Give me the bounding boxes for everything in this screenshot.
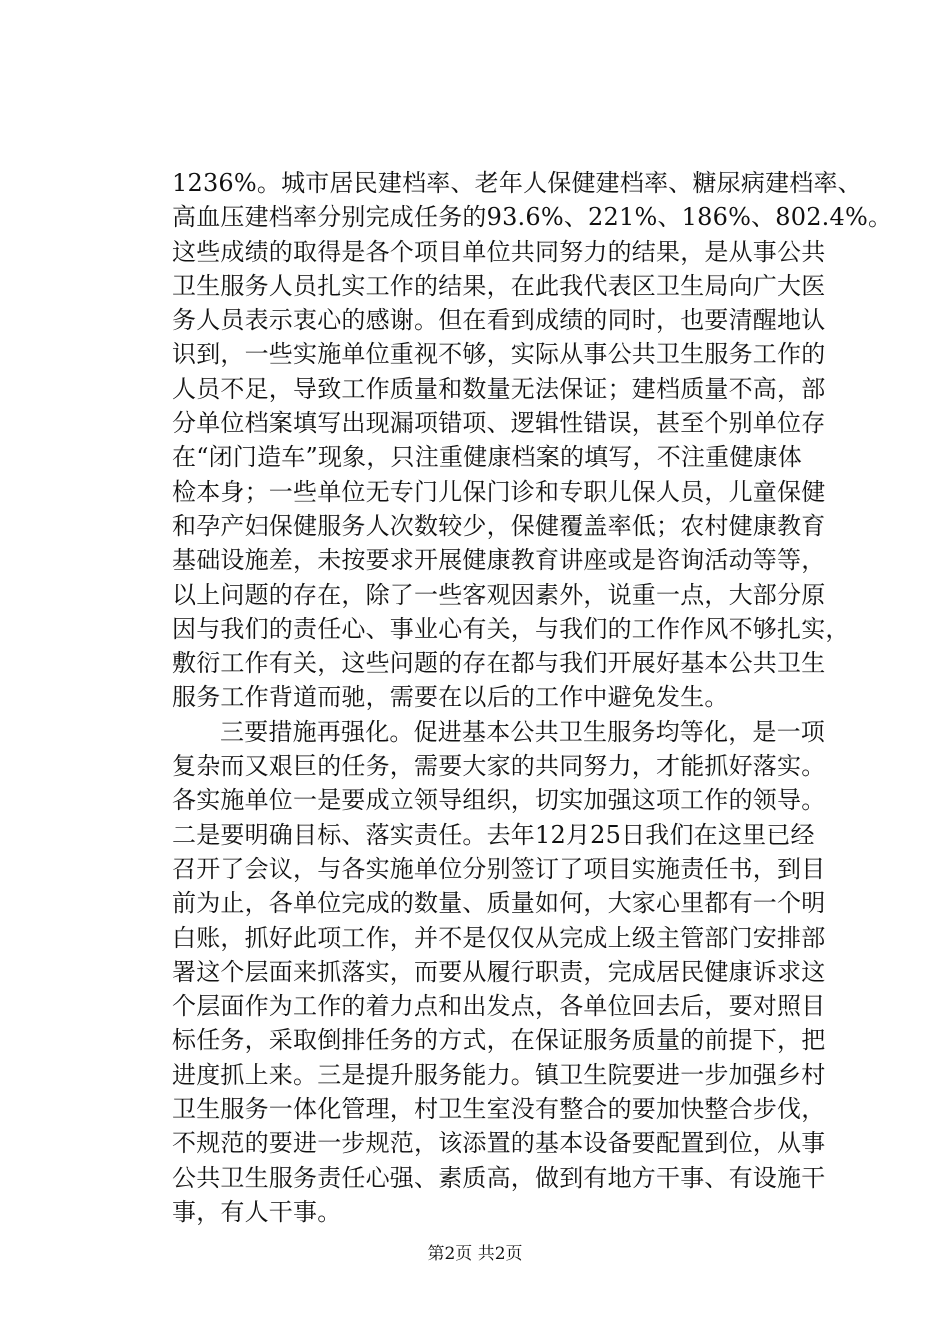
paragraph-line: 务人员表示衷心的感谢。但在看到成绩的同时，也要清醒地认 bbox=[172, 306, 826, 335]
paragraph-line: 进度抓上来。三是提升服务能力。镇卫生院要进一步加强乡村 bbox=[172, 1060, 826, 1089]
paragraph-line: 在“闭门造车”现象，只注重健康档案的填写，不注重健康体 bbox=[172, 443, 802, 472]
paragraph-line: 高血压建档率分别完成任务的93.6%、221%、186%、802.4%。 bbox=[172, 203, 893, 232]
paragraph-line: 分单位档案填写出现漏项错项、逻辑性错误，甚至个别单位存 bbox=[172, 409, 826, 438]
document-body bbox=[172, 166, 893, 1229]
paragraph-line: 白账，抓好此项工作，并不是仅仅从完成上级主管部门安排部 bbox=[172, 923, 826, 952]
paragraph-line: 服务工作背道而驰，需要在以后的工作中避免发生。 bbox=[172, 683, 729, 712]
paragraph-line: 和孕产妇保健服务人次数较少，保健覆盖率低；农村健康教育 bbox=[172, 511, 826, 540]
paragraph-line: 公共卫生服务责任心强、素质高，做到有地方干事、有设施干 bbox=[172, 1163, 826, 1192]
paragraph-line: 因与我们的责任心、事业心有关，与我们的工作作风不够扎实， bbox=[172, 614, 850, 643]
paragraph-line: 三要措施再强化。促进基本公共卫生服务均等化，是一项 bbox=[220, 717, 825, 746]
paragraph-line: 不规范的要进一步规范，该添置的基本设备要配置到位，从事 bbox=[172, 1129, 826, 1158]
paragraph-1 bbox=[172, 166, 893, 715]
paragraph-line: 卫生服务人员扎实工作的结果，在此我代表区卫生局向广大医 bbox=[172, 271, 826, 300]
paragraph-line: 卫生服务一体化管理，村卫生室没有整合的要加快整合步伐， bbox=[172, 1095, 826, 1124]
paragraph-line: 识到，一些实施单位重视不够，实际从事公共卫生服务工作的 bbox=[172, 340, 826, 369]
paragraph-line: 个层面作为工作的着力点和出发点，各单位回去后，要对照目 bbox=[172, 992, 826, 1021]
paragraph-line: 署这个层面来抓落实，而要从履行职责，完成居民健康诉求这 bbox=[172, 957, 826, 986]
paragraph-2 bbox=[172, 715, 826, 1229]
paragraph-line: 敷衍工作有关，这些问题的存在都与我们开展好基本公共卫生 bbox=[172, 649, 826, 678]
paragraph-line: 召开了会议，与各实施单位分别签订了项目实施责任书，到目 bbox=[172, 854, 826, 883]
page-footer: 第2页 共2页 bbox=[427, 1244, 523, 1264]
paragraph-line: 前为止，各单位完成的数量、质量如何，大家心里都有一个明 bbox=[172, 889, 826, 918]
paragraph-line: 人员不足，导致工作质量和数量无法保证；建档质量不高，部 bbox=[172, 374, 826, 403]
paragraph-line: 这些成绩的取得是各个项目单位共同努力的结果，是从事公共 bbox=[172, 237, 826, 266]
paragraph-line: 各实施单位一是要成立领导组织，切实加强这项工作的领导。 bbox=[172, 786, 826, 815]
paragraph-line: 复杂而又艰巨的任务，需要大家的共同努力，才能抓好落实。 bbox=[172, 752, 826, 781]
paragraph-line: 事，有人干事。 bbox=[172, 1197, 342, 1226]
paragraph-line: 标任务，采取倒排任务的方式，在保证服务质量的前提下，把 bbox=[172, 1026, 826, 1055]
paragraph-line: 二是要明确目标、落实责任。去年12月25日我们在这里已经 bbox=[172, 820, 815, 849]
paragraph-line: 1236%。城市居民建档率、老年人保健建档率、糖尿病建档率、 bbox=[172, 169, 862, 197]
paragraph-line: 基础设施差，未按要求开展健康教育讲座或是咨询活动等等， bbox=[172, 546, 826, 575]
paragraph-line: 检本身；一些单位无专门儿保门诊和专职儿保人员，儿童保健 bbox=[172, 477, 826, 506]
paragraph-line: 以上问题的存在，除了一些客观因素外，说重一点，大部分原 bbox=[172, 580, 826, 609]
